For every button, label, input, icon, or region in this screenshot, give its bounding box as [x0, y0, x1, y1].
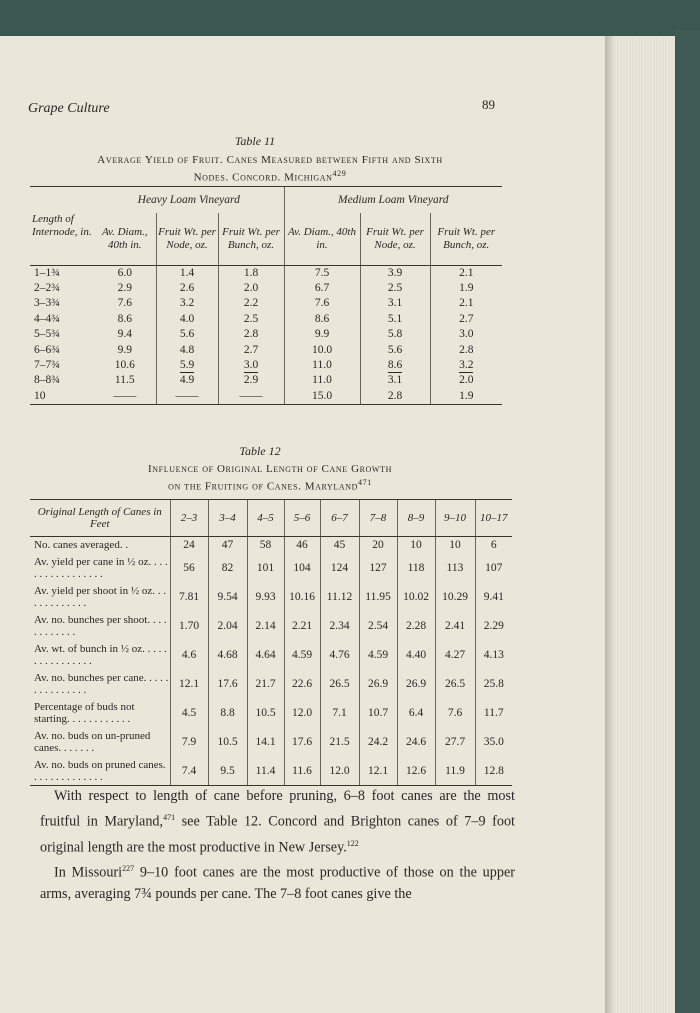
table12-body [30, 537, 512, 786]
table-cell: 9.4 [117, 328, 132, 341]
table-cell: 4.68 [208, 640, 247, 669]
table-cell: 1.9 [430, 281, 502, 296]
table-cell: 11.5 [114, 374, 135, 387]
table-cell: 47 [208, 537, 247, 554]
table-cell: 9.93 [247, 582, 284, 611]
table-row [30, 582, 512, 611]
underlined-value: 5.9 [179, 359, 195, 372]
table-cell: 12.0 [320, 756, 359, 786]
row-label: 4–4¾ [34, 312, 60, 325]
table-row [30, 281, 502, 296]
column-header: 3–4 [208, 500, 247, 537]
table11-col-bunch-medium: Fruit Wt. per Bunch, oz. [430, 213, 502, 265]
table-cell: 6.0 [117, 266, 132, 279]
table-cell: 9.41 [475, 582, 512, 611]
table-cell: 10.5 [247, 698, 284, 727]
table-cell: 10.0 [284, 342, 360, 357]
table-cell: 4.13 [475, 640, 512, 669]
row-label: 6–6¾ [34, 343, 60, 356]
table-cell: 25.8 [475, 669, 512, 698]
row-label: Percentage of buds not starting. . . . . . . . . . . . [34, 700, 135, 725]
table-cell: 3.1 [360, 373, 430, 388]
table-cell: 2.7 [218, 342, 284, 357]
table-cell: 3.0 [430, 327, 502, 342]
table-cell: 2.9 [218, 373, 284, 388]
underlined-value: 8.6 [387, 359, 403, 372]
table-cell: 9.54 [208, 582, 247, 611]
table11-col-diam-medium: Av. Diam., 40th in. [284, 213, 360, 265]
table-cell: 4.40 [397, 640, 435, 669]
table-cell: 22.6 [284, 669, 320, 698]
table11-col-bunch-heavy: Fruit Wt. per Bunch, oz. [218, 213, 284, 265]
table11-col-node-medium: Fruit Wt. per Node, oz. [360, 213, 430, 265]
table-cell: 11.0 [284, 373, 360, 388]
book-cover-side [675, 30, 700, 1013]
row-label: Av. yield per shoot in ½ oz. . . . . . . . . . . . . [34, 584, 166, 609]
table-cell: 7.6 [435, 698, 475, 727]
table-cell: 11.6 [284, 756, 320, 786]
table-cell: 24 [170, 537, 208, 554]
table-cell: 2.2 [218, 296, 284, 311]
table-cell: 4.9 [156, 373, 218, 388]
underlined-value: 3.2 [459, 359, 474, 372]
column-header: 7–8 [359, 500, 397, 537]
table-cell: 17.6 [284, 727, 320, 756]
table-row [30, 327, 502, 342]
table-row [30, 537, 512, 554]
table-cell: 3.2 [156, 296, 218, 311]
row-label: Av. yield per cane in ½ oz. . . . . . . . . . . . . . . . . [34, 555, 168, 580]
table-row [30, 698, 512, 727]
row-label: Av. no. bunches per shoot. . . . . . . . . . . . [34, 613, 167, 638]
table-cell: 26.5 [435, 669, 475, 698]
table-cell: 10.6 [114, 359, 135, 372]
paragraph-2 [40, 858, 515, 905]
table-cell: 1.8 [218, 265, 284, 281]
underlined-value: 3.0 [243, 359, 259, 372]
reference-122: 122 [346, 838, 359, 848]
table-cell: 4.0 [156, 312, 218, 327]
table-cell: 7.1 [320, 698, 359, 727]
table-cell: 2.0 [218, 281, 284, 296]
table-row [30, 296, 502, 311]
table11-title-line2-text: Nodes. Concord. Michigan [193, 171, 333, 184]
table-cell: 4.59 [284, 640, 320, 669]
table-cell: 27.7 [435, 727, 475, 756]
table12-header-row [30, 500, 512, 537]
row-label: 10 [30, 389, 94, 405]
table-cell [360, 358, 430, 373]
table-cell: 4.5 [170, 698, 208, 727]
table12-title-line2-text: on the Fruiting of Canes. Maryland [168, 480, 359, 493]
page-number: 89 [482, 97, 495, 112]
table-cell: 21.5 [320, 727, 359, 756]
table-cell: 1.9 [430, 389, 502, 405]
table11-title [40, 153, 500, 185]
table-cell: 11.9 [435, 756, 475, 786]
table-cell: 2.54 [359, 611, 397, 640]
paragraph-2-text-b: 9–10 foot canes are the most productive of those on the upper arms, averaging 7¾ pounds per cane. The 7–8 foot canes give the [40, 865, 515, 903]
column-header: 2–3 [170, 500, 208, 537]
table-cell: 104 [284, 553, 320, 582]
table-cell [156, 358, 218, 373]
table-cell [430, 358, 502, 373]
table-row [30, 358, 502, 373]
table-cell: 11.0 [284, 358, 360, 373]
table-cell: 9.9 [284, 327, 360, 342]
table11-row-header: Length of Internode, in. [30, 187, 94, 266]
table-cell: 124 [320, 553, 359, 582]
table-row [30, 611, 512, 640]
table-cell: 2.6 [156, 281, 218, 296]
table-cell: 5.1 [360, 312, 430, 327]
table-row [30, 342, 502, 357]
table-cell: 2.41 [435, 611, 475, 640]
table-cell: 8.6 [284, 312, 360, 327]
table-cell: 17.6 [208, 669, 247, 698]
page-edges [605, 36, 675, 1013]
reference-471: 471 [163, 813, 176, 822]
table-cell: 113 [435, 553, 475, 582]
table-cell: 2.14 [247, 611, 284, 640]
table-cell: 24.2 [359, 727, 397, 756]
table12-title-ref: 471 [358, 478, 372, 487]
reference-227: 227 [122, 864, 135, 874]
page-gutter-shadow [605, 36, 615, 1013]
table-cell: 1.4 [156, 265, 218, 281]
table-cell: 12.1 [170, 669, 208, 698]
table-cell: —— [156, 389, 218, 405]
table-cell: 3.9 [360, 265, 430, 281]
paragraph-1-text-b: see Table 12. Concord and Brighton canes of 7–9 foot original length are the most productive in New Jersey. [40, 813, 515, 856]
table-cell: 35.0 [475, 727, 512, 756]
table-cell: 2.1 [430, 265, 502, 281]
table-cell: 107 [475, 553, 512, 582]
table-cell: —— [94, 389, 156, 405]
table-cell: 46 [284, 537, 320, 554]
table-cell: 12.8 [475, 756, 512, 786]
table-cell: 12.0 [284, 698, 320, 727]
table11 [30, 186, 502, 405]
table-cell: 7.4 [170, 756, 208, 786]
table12-title [60, 462, 480, 494]
table-cell: 2.34 [320, 611, 359, 640]
table11-col-node-heavy: Fruit Wt. per Node, oz. [156, 213, 218, 265]
table12-title-line2 [60, 476, 480, 494]
table-cell: 2.1 [430, 296, 502, 311]
table-cell: 10.7 [359, 698, 397, 727]
table-row [30, 265, 502, 281]
table-cell: 26.9 [397, 669, 435, 698]
table-cell: 4.27 [435, 640, 475, 669]
body-text [40, 786, 515, 905]
table-cell: 58 [247, 537, 284, 554]
table-cell: 45 [320, 537, 359, 554]
paragraph-2-text-a: In Missouri [54, 865, 123, 882]
table-row [30, 669, 512, 698]
row-label: 1–1¾ [34, 266, 60, 279]
table-cell: 7.6 [284, 296, 360, 311]
table-cell: 2.8 [218, 327, 284, 342]
row-label: 7–7¾ [34, 359, 60, 372]
table-cell: 21.7 [247, 669, 284, 698]
table-cell: 8.6 [117, 312, 132, 325]
table11-group-heavy: Heavy Loam Vineyard [94, 187, 284, 214]
table-cell: 14.1 [247, 727, 284, 756]
column-header: 9–10 [435, 500, 475, 537]
row-label: Av. no. buds on pruned canes. . . . . . . . . . . . . . [30, 756, 170, 786]
table-cell: 4.76 [320, 640, 359, 669]
row-label: 5–5¾ [34, 328, 60, 341]
row-label: 3–3¾ [34, 297, 60, 310]
table-cell: 127 [359, 553, 397, 582]
table-cell: 1.70 [170, 611, 208, 640]
table-cell: 7.5 [284, 265, 360, 281]
table-cell: 11.12 [320, 582, 359, 611]
table-cell: 6 [475, 537, 512, 554]
table-cell: 2.5 [360, 281, 430, 296]
table-row [30, 640, 512, 669]
table-cell: 26.9 [359, 669, 397, 698]
table-cell: 2.04 [208, 611, 247, 640]
table11-group-medium: Medium Loam Vineyard [284, 187, 502, 214]
table-cell: 7.9 [170, 727, 208, 756]
table11-title-ref: 429 [332, 169, 347, 178]
table12-title-line1: Influence of Original Length of Cane Growth [148, 463, 392, 475]
column-header: 6–7 [320, 500, 359, 537]
row-label: 8–8¾ [34, 374, 60, 387]
table-cell: 5.8 [360, 327, 430, 342]
table-cell: 101 [247, 553, 284, 582]
row-label: Av. no. buds on un-pruned canes. . . . . . . [34, 729, 151, 754]
table-cell: 26.5 [320, 669, 359, 698]
paragraph-1 [40, 786, 515, 858]
book-cover-top [0, 0, 700, 36]
table-cell: 10 [435, 537, 475, 554]
table-row [30, 373, 502, 388]
table-cell: 10 [397, 537, 435, 554]
table-cell: 20 [359, 537, 397, 554]
table-cell: 7.81 [170, 582, 208, 611]
table-cell: 12.1 [359, 756, 397, 786]
paragraph-1-text-a: With respect to length of cane before pruning, 6–8 foot canes are the most fruitful in Maryland, [40, 788, 515, 830]
table-cell: 7.6 [117, 297, 132, 310]
table-cell: 56 [170, 553, 208, 582]
table-cell: 8.8 [208, 698, 247, 727]
table11-title-line2 [40, 167, 500, 185]
table-cell: 4.8 [156, 342, 218, 357]
table-cell: 118 [397, 553, 435, 582]
table-cell [218, 358, 284, 373]
table-cell: 2.9 [117, 282, 132, 295]
table11-body [30, 265, 502, 405]
table-cell: 4.64 [247, 640, 284, 669]
table-cell: 2.21 [284, 611, 320, 640]
table-cell: 9.5 [208, 756, 247, 786]
table-cell: 10.02 [397, 582, 435, 611]
table11-col-diam-heavy: Av. Diam., 40th in. [94, 213, 156, 265]
table-cell: 11.95 [359, 582, 397, 611]
table-cell: 82 [208, 553, 247, 582]
table-cell: —— [218, 389, 284, 405]
row-label: No. canes averaged. . [34, 539, 129, 551]
table-cell: 24.6 [397, 727, 435, 756]
running-head: Grape Culture [28, 101, 110, 116]
table-cell: 2.5 [218, 312, 284, 327]
table-cell: 10.16 [284, 582, 320, 611]
table-cell: 11.7 [475, 698, 512, 727]
table-cell: 6.4 [397, 698, 435, 727]
table-cell: 2.8 [430, 342, 502, 357]
table-cell: 4.59 [359, 640, 397, 669]
table-cell: 12.6 [397, 756, 435, 786]
column-header: 8–9 [397, 500, 435, 537]
row-label: Av. wt. of bunch in ½ oz. . . . . . . . . . . . . . . . [34, 642, 167, 667]
table-row [30, 312, 502, 327]
table-cell: 2.29 [475, 611, 512, 640]
table12-row-header: Original Length of Canes in Feet [30, 500, 170, 537]
table-cell: 15.0 [284, 389, 360, 405]
table-cell: 4.6 [170, 640, 208, 669]
table-cell: 2.0 [430, 373, 502, 388]
column-header: 5–6 [284, 500, 320, 537]
table-cell: 10.29 [435, 582, 475, 611]
table11-title-line1: Average Yield of Fruit. Canes Measured between Fifth and Sixth [97, 154, 443, 166]
table-cell: 6.7 [284, 281, 360, 296]
table-cell: 3.1 [360, 296, 430, 311]
table11-caption: Table 11 [234, 134, 276, 148]
table12-caption: Table 12 [239, 444, 281, 458]
table-cell: 5.6 [156, 327, 218, 342]
table-cell: 11.4 [247, 756, 284, 786]
column-header: 4–5 [247, 500, 284, 537]
table-cell: 2.28 [397, 611, 435, 640]
table-cell: 5.6 [360, 342, 430, 357]
table-row [30, 389, 502, 405]
table-cell: 2.8 [360, 389, 430, 405]
table-cell: 10.5 [208, 727, 247, 756]
table12 [30, 499, 512, 786]
row-label: Av. no. bunches per cane. . . . . . . . . . . . . . . [34, 671, 169, 696]
table-row [30, 727, 512, 756]
table-cell: 9.9 [117, 343, 132, 356]
table-row [30, 553, 512, 582]
row-label: 2–2¾ [34, 282, 60, 295]
column-header: 10–17 [475, 500, 512, 537]
table-cell: 2.7 [430, 312, 502, 327]
table-row [30, 756, 512, 786]
